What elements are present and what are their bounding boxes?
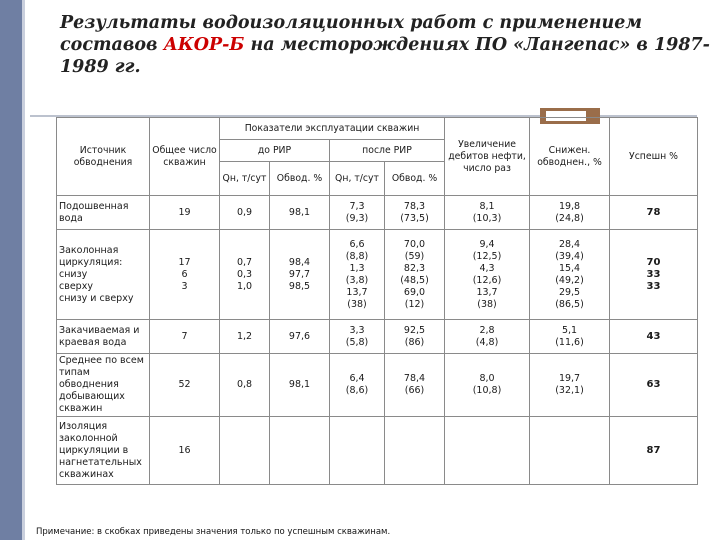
cell-q-after xyxy=(330,196,385,230)
cell-line: (38) xyxy=(347,298,367,310)
cell-reduction xyxy=(530,230,610,320)
cell-line: 13,7 xyxy=(346,286,368,298)
cell-line: 92,5 xyxy=(403,324,426,336)
cell-line: 33 xyxy=(646,268,661,280)
cell-total xyxy=(150,196,220,230)
cell-line: (24,8) xyxy=(555,212,584,224)
cell-line: 1,3 xyxy=(349,262,365,274)
cell-line: Заколонная xyxy=(59,244,119,256)
cell-increase xyxy=(445,354,530,417)
cell-line: 1,2 xyxy=(236,330,253,342)
slide-title xyxy=(60,12,720,78)
cell-line: (86) xyxy=(404,336,425,348)
cell-q-before xyxy=(220,320,270,354)
cell-line: 69,0 xyxy=(403,286,426,298)
cell-line: 63 xyxy=(646,379,661,390)
cell-line: (10,8) xyxy=(472,385,502,396)
header-total: Общее число скважин xyxy=(150,118,220,196)
cell-line: 6,6 xyxy=(349,238,365,250)
cell-q-after xyxy=(330,320,385,354)
cell-source: Подошвенная вода xyxy=(57,196,150,230)
table-body xyxy=(57,196,698,485)
cell-q-after xyxy=(330,354,385,417)
cell-increase xyxy=(445,230,530,320)
cell-line: (4,8) xyxy=(475,336,499,348)
cell-line: (66) xyxy=(404,385,425,396)
cell-obv-before xyxy=(270,196,330,230)
left-accent-bar-highlight xyxy=(22,0,25,540)
cell-line: (32,1) xyxy=(555,385,584,396)
cell-line: (12) xyxy=(404,298,425,310)
cell-line: 52 xyxy=(178,379,191,390)
header-success: Успешн % xyxy=(610,118,698,196)
cell-line: 16 xyxy=(178,444,191,456)
cell-line: (38) xyxy=(477,298,497,310)
cell-increase xyxy=(445,320,530,354)
cell-q-before xyxy=(220,354,270,417)
cell-line: 33 xyxy=(646,280,661,292)
cell-obv-after xyxy=(385,230,445,320)
cell-line: 6,4 xyxy=(349,373,365,384)
cell-line: 13,7 xyxy=(476,286,498,298)
cell-line: 2,8 xyxy=(479,324,495,336)
header-reduction: Снижен. обводнен., % xyxy=(530,118,610,196)
cell-line: 87 xyxy=(646,444,661,456)
cell-line: циркуляция: xyxy=(59,256,123,268)
cell-q-before xyxy=(220,230,270,320)
cell-line: 0,3 xyxy=(236,268,253,280)
cell-q-before xyxy=(220,196,270,230)
header-increase: Увеличение дебитов нефти, число раз xyxy=(445,118,530,196)
cell-source: Изоляция заколонной циркуляции в нагнетательных скважинах xyxy=(57,417,150,485)
cell-success xyxy=(610,354,698,417)
header-source: Источник обводнения xyxy=(57,118,150,196)
cell-success xyxy=(610,320,698,354)
cell-line: 28,4 xyxy=(558,238,581,250)
cell-line: (11,6) xyxy=(555,336,584,348)
cell-line: 43 xyxy=(646,330,661,342)
cell-total xyxy=(150,320,220,354)
cell-line: снизу xyxy=(59,268,88,280)
cell-total xyxy=(150,354,220,417)
cell-line: 70 xyxy=(646,256,661,268)
cell-line: 1,0 xyxy=(236,280,253,292)
cell-line: 98,1 xyxy=(288,206,311,218)
cell-total xyxy=(150,230,220,320)
cell-source: Среднее по всем типам обводнения добывающих скважин xyxy=(57,354,150,417)
cell-line: 0,8 xyxy=(236,379,253,390)
cell-line: 7,3 xyxy=(349,200,365,212)
cell-q-after xyxy=(330,230,385,320)
cell-line: (48,5) xyxy=(400,274,429,286)
cell-line: (3,8) xyxy=(345,274,369,286)
table-row xyxy=(57,196,698,230)
cell-line: 9,4 xyxy=(479,238,495,250)
cell-line: 15,4 xyxy=(558,262,581,274)
cell-line: (5,8) xyxy=(345,336,369,348)
cell-line: 6 xyxy=(181,268,188,280)
cell-line: 7 xyxy=(181,330,188,342)
cell-obv-after xyxy=(385,196,445,230)
header-after: после РИР xyxy=(330,140,445,162)
cell-line: (73,5) xyxy=(400,212,429,224)
cell-q-before xyxy=(220,417,270,485)
cell-obv-after xyxy=(385,320,445,354)
cell-line: 3 xyxy=(181,280,188,292)
cell-obv-before xyxy=(270,354,330,417)
cell-success xyxy=(610,417,698,485)
cell-reduction xyxy=(530,196,610,230)
title-text-2: на месторождениях ПО «Лангепас» в 1987-1989 гг. xyxy=(60,35,710,77)
cell-line: 17 xyxy=(178,256,191,268)
cell-reduction xyxy=(530,320,610,354)
cell-increase xyxy=(445,417,530,485)
cell-line: (8,8) xyxy=(345,250,369,262)
cell-source xyxy=(57,230,150,320)
cell-total xyxy=(150,417,220,485)
header-q-before: Qн, т/сут xyxy=(220,162,270,196)
cell-line: 0,9 xyxy=(236,206,253,218)
cell-line: (49,2) xyxy=(555,274,584,286)
table-row xyxy=(57,320,698,354)
table-row xyxy=(57,417,698,485)
results-table xyxy=(56,117,698,485)
cell-line: сверху xyxy=(59,280,93,292)
cell-reduction xyxy=(530,354,610,417)
cell-line: 82,3 xyxy=(403,262,426,274)
left-accent-bar xyxy=(0,0,22,540)
header-indicators: Показатели эксплуатации скважин xyxy=(220,118,445,140)
header-before: до РИР xyxy=(220,140,330,162)
table-row xyxy=(57,354,698,417)
cell-line: (86,5) xyxy=(555,298,584,310)
cell-source: Закачиваемая и краевая вода xyxy=(57,320,150,354)
cell-line: 97,6 xyxy=(288,330,311,342)
cell-reduction xyxy=(530,417,610,485)
cell-line: (12,6) xyxy=(472,274,502,286)
cell-obv-before xyxy=(270,230,330,320)
cell-line: (59) xyxy=(404,250,425,262)
cell-line: 8,1 xyxy=(479,200,495,212)
cell-line: 98,4 xyxy=(288,256,311,268)
cell-increase xyxy=(445,196,530,230)
cell-line: 97,7 xyxy=(288,268,311,280)
cell-line: (39,4) xyxy=(555,250,584,262)
cell-success xyxy=(610,230,698,320)
cell-line: 19,8 xyxy=(558,200,581,212)
footnote: Примечание: в скобках приведены значения только по успешным скважинам. xyxy=(36,527,391,537)
header-obv-before: Обвод. % xyxy=(270,162,330,196)
cell-line: 4,3 xyxy=(479,262,495,274)
cell-success xyxy=(610,196,698,230)
cell-q-after xyxy=(330,417,385,485)
cell-line: 5,1 xyxy=(561,324,578,336)
cell-line: 19,7 xyxy=(558,373,581,384)
cell-line: 0,7 xyxy=(236,256,253,268)
cell-line: 78,4 xyxy=(403,373,426,384)
cell-line: (12,5) xyxy=(472,250,502,262)
cell-line: (9,3) xyxy=(345,212,369,224)
cell-obv-before xyxy=(270,417,330,485)
cell-line: (8,6) xyxy=(345,385,369,396)
cell-obv-before xyxy=(270,320,330,354)
cell-line: 78 xyxy=(646,206,661,218)
header-obv-after: Обвод. % xyxy=(385,162,445,196)
cell-line: 8,0 xyxy=(479,373,495,384)
cell-line: 29,5 xyxy=(558,286,581,298)
cell-obv-after xyxy=(385,417,445,485)
cell-line: 3,3 xyxy=(349,324,365,336)
table-row xyxy=(57,230,698,320)
cell-obv-after xyxy=(385,354,445,417)
cell-line: 98,5 xyxy=(288,280,311,292)
cell-line: (10,3) xyxy=(472,212,502,224)
title-accent: АКОР-Б xyxy=(163,35,245,55)
cell-line: 70,0 xyxy=(403,238,426,250)
cell-line: 78,3 xyxy=(403,200,426,212)
cell-line: 19 xyxy=(178,206,191,218)
header-q-after: Qн, т/сут xyxy=(330,162,385,196)
title-text-1: Результаты водоизоляционных работ с применением составов xyxy=(60,13,643,55)
cell-line: 98,1 xyxy=(288,379,311,390)
cell-line: снизу и сверху xyxy=(59,292,134,304)
